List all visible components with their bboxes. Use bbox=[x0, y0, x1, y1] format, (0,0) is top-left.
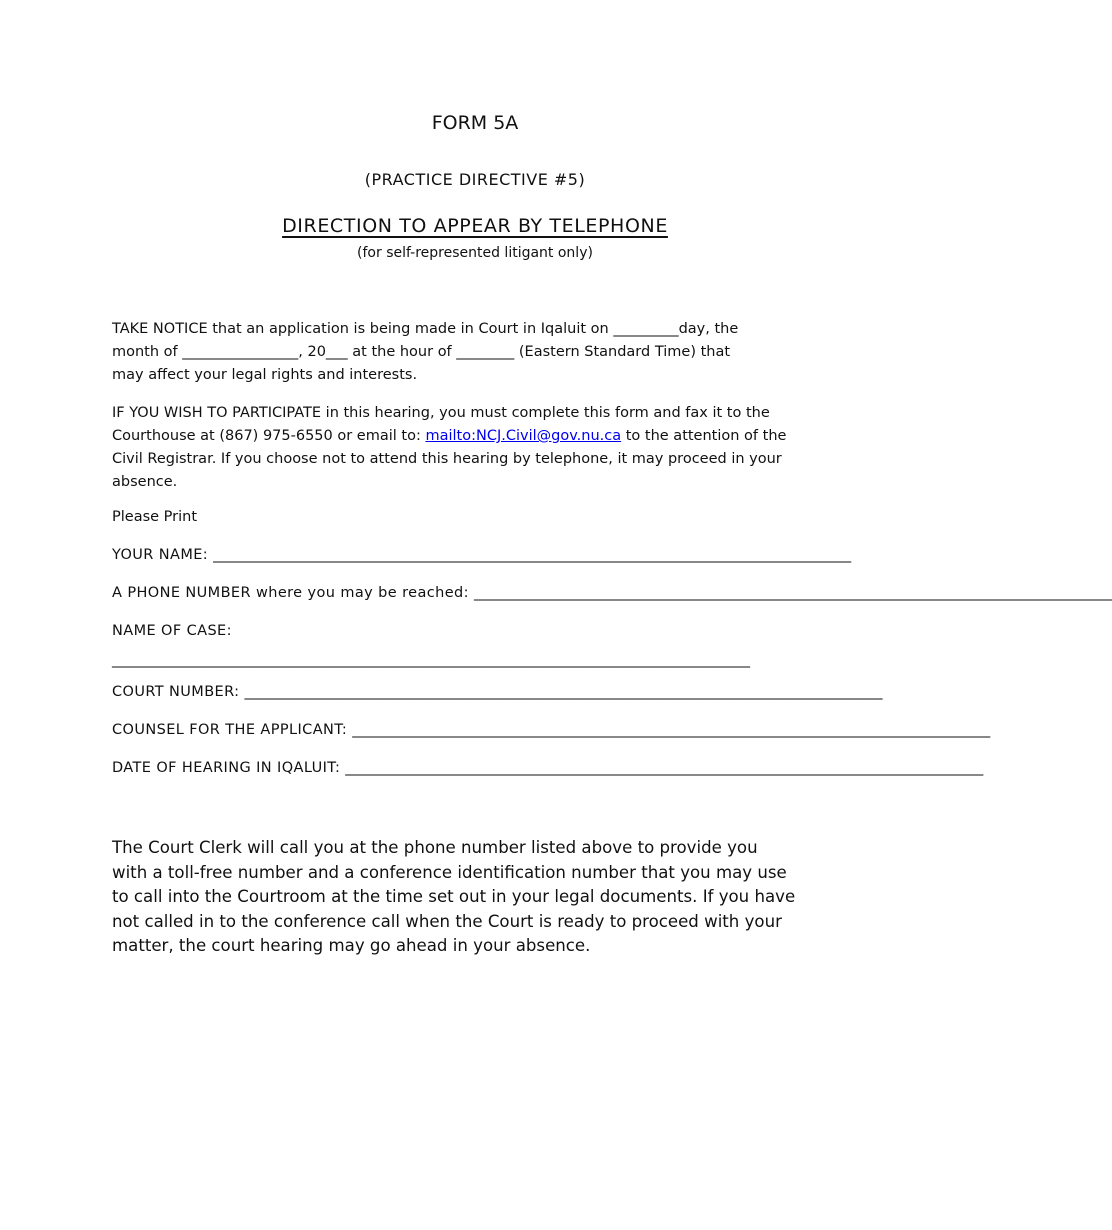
closing-line: matter, the court hearing may go ahead in your absence. bbox=[112, 936, 591, 955]
counsel-field[interactable] bbox=[112, 722, 991, 738]
hearing-date-field[interactable] bbox=[112, 760, 984, 776]
case-name-label: NAME OF CASE: bbox=[112, 623, 232, 639]
participate-line bbox=[112, 425, 786, 448]
participate-text: Courthouse at (867) 975-6550 or email to: bbox=[112, 428, 426, 444]
hearing-date-label: DATE OF HEARING IN IQALUIT: bbox=[112, 760, 346, 776]
participate-line: IF YOU WISH TO PARTICIPATE in this hearing, you must complete this form and fax it to the bbox=[112, 405, 770, 421]
title-text: DIRECTION TO APPEAR BY TELEPHONE bbox=[282, 215, 668, 237]
participate-paragraph bbox=[112, 402, 786, 494]
case-name-blank[interactable]: ________________________________________________________________________________________ bbox=[112, 652, 750, 668]
court-number-blank[interactable]: ________________________________________________________________________________________ bbox=[244, 684, 883, 700]
notice-line: TAKE NOTICE that an application is being made in Court in Iqaluit on _________day, the bbox=[112, 321, 739, 337]
practice-directive: (PRACTICE DIRECTIVE #5) bbox=[364, 170, 586, 189]
participate-line: absence. bbox=[112, 474, 178, 490]
page-title bbox=[0, 215, 950, 237]
closing-line: not called in to the conference call when the Court is ready to proceed with your bbox=[112, 911, 782, 931]
phone-label: A PHONE NUMBER where you may be reached: bbox=[112, 585, 474, 601]
email-link[interactable]: mailto:NCJ.Civil@gov.nu.ca bbox=[425, 428, 622, 444]
counsel-label: COUNSEL FOR THE APPLICANT: bbox=[112, 722, 353, 738]
notice-paragraph bbox=[112, 318, 738, 387]
notice-line: may affect your legal rights and interests. bbox=[112, 367, 418, 383]
closing-line: The Court Clerk will call you at the phone number listed above to provide you bbox=[112, 838, 758, 857]
closing-line: with a toll-free number and a conference identification number that you may use bbox=[112, 862, 787, 882]
form-number: FORM 5A bbox=[431, 112, 519, 134]
your-name-label: YOUR NAME: bbox=[112, 547, 214, 563]
closing-line: to call into the Courtroom at the time set out in your legal documents. If you have bbox=[112, 887, 796, 906]
notice-line: month of ________________, 20___ at the hour of ________ (Eastern Standard Time) that bbox=[112, 344, 731, 360]
court-number-label: COURT NUMBER: bbox=[112, 684, 245, 700]
phone-blank[interactable]: ________________________________________________________________________________________ bbox=[473, 585, 1112, 601]
participate-text: to the attention of the bbox=[621, 428, 787, 444]
participate-line: Civil Registrar. If you choose not to attend this hearing by telephone, it may proceed in your bbox=[112, 451, 782, 467]
your-name-field[interactable] bbox=[112, 547, 852, 563]
page-subtitle: (for self-represented litigant only) bbox=[357, 245, 593, 261]
hearing-date-blank[interactable]: ________________________________________________________________________________________ bbox=[345, 760, 984, 776]
case-name-field[interactable] bbox=[112, 652, 784, 668]
court-number-field[interactable] bbox=[112, 684, 883, 700]
counsel-blank[interactable]: ________________________________________________________________________________________ bbox=[352, 722, 991, 738]
please-print-label: Please Print bbox=[112, 509, 198, 525]
your-name-blank[interactable]: ________________________________________________________________________________________ bbox=[213, 547, 852, 563]
closing-paragraph bbox=[112, 836, 795, 959]
phone-field[interactable] bbox=[112, 585, 1112, 601]
